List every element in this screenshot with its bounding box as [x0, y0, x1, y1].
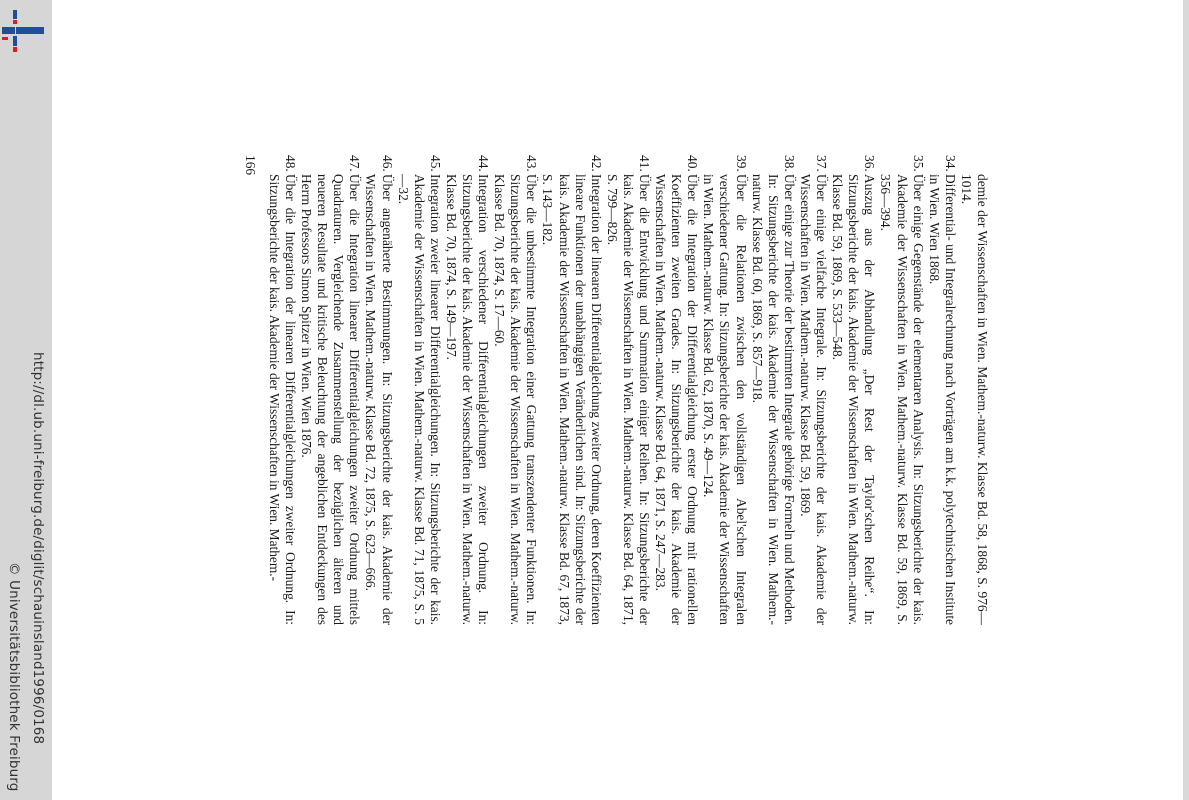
page-number: 166	[243, 155, 258, 176]
permalink-url[interactable]: http://dl.ub.uni-freiburg.de/diglit/schauinsland1996/0168	[30, 352, 46, 745]
entry-text: Über die Integration linearer Differentialgleichungen zweiter Ordnung mittels Quadraturen. Vergleichende Zusammenstellung der bezüglichen älteren und neueren Resultate und kritische Beleuchtung der angeblichen Entdeckungen des Herrn Professors Simon Spitzer in Wien. Wien 1876.	[299, 174, 363, 625]
entry-text: Über einige zur Theorie der bestimmten Integrale gehörige Formeln und Methoden. In: Sitzungsberichte der kais. Akademie der Wissenschaften in Wien. Mathem.-naturw. Klasse Bd. 60, 1869, S. 857—918.	[749, 174, 797, 625]
list-item	[700, 155, 748, 625]
entry-number: 36.	[862, 155, 878, 172]
entry-text: Über einige Gegenstände der elementaren Analysis. In: Sitzungsberichte der kais. Akademie der Wissenschaften in Wien. Mathem.-naturw. Klasse Bd. 59, 1869, S. 356—394.	[878, 174, 926, 625]
entry-number: 42.	[588, 155, 604, 172]
list-item	[395, 155, 443, 625]
entry-text: demie der Wissenschaften in Wien. Mathem.-naturw. Klasse Bd. 58, 1868, S. 976—1014.	[958, 174, 990, 625]
entry-number: 41.	[637, 155, 653, 172]
continued-entry	[958, 155, 990, 625]
list-item	[491, 155, 539, 625]
list-item	[266, 155, 298, 625]
list-item	[604, 155, 652, 625]
list-item	[298, 155, 362, 625]
viewer-sidebar	[0, 0, 52, 800]
entry-number: 43.	[524, 155, 540, 172]
bibliography-list	[266, 155, 958, 625]
entry-text: Über einige vielfache Integrale. In: Sitzungsberichte der kais. Akademie der Wissenschaften in Wien. Mathem.-naturw. Klasse Bd. 59, 1869.	[797, 174, 830, 625]
entry-number: 47.	[347, 155, 363, 172]
rotated-page-content	[245, 155, 990, 625]
entry-text: Über die Integration der Differentialgleichung erster Ordnung mit rationellen Koeffizienten zweiten Grades. In: Sitzungsberichte der kais. Akademie der Wissenschaften in Wien. Mathem.-naturw. Klasse Bd. 64, 1871, S. 247—283.	[653, 174, 701, 625]
entry-number: 39.	[733, 155, 749, 172]
entry-number: 37.	[814, 155, 830, 172]
list-item	[797, 155, 829, 625]
entry-number: 40.	[685, 155, 701, 172]
entry-text: Über die unbestimmte Integration einer Gattung transzendenter Funktionen. In: Sitzungsberichte der kais. Akademie der Wissenschaften in Wien. Mathem.-naturw. Klasse Bd. 70, 1874, S. 17—60.	[492, 174, 540, 625]
entry-text: Differential- und Integralrechnung nach Vorträgen am k.k. polytechnischen Institute in Wien. Wien 1868.	[926, 174, 958, 625]
entry-text: Über die Relationen zwischen den vollständigen Abel'schen Integralen verschiedener Gattung. In: Sitzungsberichte der kais. Akademie der Wissenschaften in Wien. Mathem.-naturw. Klasse Bd. 62, 1870, S. 49—124.	[701, 174, 749, 625]
entry-number: 45.	[427, 155, 443, 172]
list-item	[443, 155, 491, 625]
entry-number: 44.	[476, 155, 492, 172]
entry-number: 38.	[781, 155, 797, 172]
list-item	[749, 155, 797, 625]
list-item	[877, 155, 925, 625]
entry-number: 34.	[942, 155, 958, 172]
list-item	[362, 155, 394, 625]
page-edge-divider	[1183, 0, 1189, 800]
entry-text: Integration verschiedener Differentialgleichungen zweiter Ordnung. In: Sitzungsberichte der kais. Akademie der Wissenschaften in Wien. Mathem.-naturw. Klasse Bd. 70, 1874, S. 149—197.	[443, 174, 492, 625]
copyright-notice: © Universitätsbibliothek Freiburg	[6, 562, 22, 792]
entry-text: Integration der linearen Differentialgleichung zweiter Ordnung, deren Koeffizienten lineare Funktionen der unabhängigen Veränderlichen sind. In: Sitzungsberichte der kais. Akademie der Wissenschaften in Wien. Mathem.-naturw. Klasse Bd. 67, 1873, S. 143—182.	[540, 174, 604, 625]
entry-text: Über die Integration der linearen Differentialgleichungen zweiter Ordnung. In: Sitzungsberichte der kais. Akademie der Wissenschaften in Wien. Mathem.-	[266, 174, 298, 625]
entry-text: Über die Entwicklung und Summation einiger Reihen. In: Sitzungsberichte der kais. Akademie der Wissenschaften in Wien. Mathem.-naturw. Klasse Bd. 64, 1871, S. 799—826.	[604, 174, 653, 625]
entry-text: Auszug aus der Abhandlung „Der Rest der Taylor'schen Reihe“. In: Sitzungsberichte der kais. Akademie der Wissenschaften in Wien. Mathem.-naturw. Klasse Bd. 59, 1869, S. 533—548.	[830, 174, 878, 625]
list-item	[829, 155, 877, 625]
list-item	[652, 155, 700, 625]
list-item	[926, 155, 958, 625]
list-item	[539, 155, 603, 625]
entry-text: Integration zweier linearer Differentialgleichungen. In: Sitzungsberichte der kais. Akademie der Wissenschaften in Wien. Mathem.-naturw. Klasse Bd. 71, 1875, S. 5—32.	[395, 174, 443, 625]
entry-number: 48.	[282, 155, 298, 172]
entry-number: 46.	[379, 155, 395, 172]
entry-text: Über angenäherte Bestimmungen. In: Sitzungsberichte der kais. Akademie der Wissenschaften in Wien. Mathem.-naturw. Klasse Bd. 72, 1875, S. 623—666.	[363, 174, 395, 625]
entry-number: 35.	[910, 155, 926, 172]
